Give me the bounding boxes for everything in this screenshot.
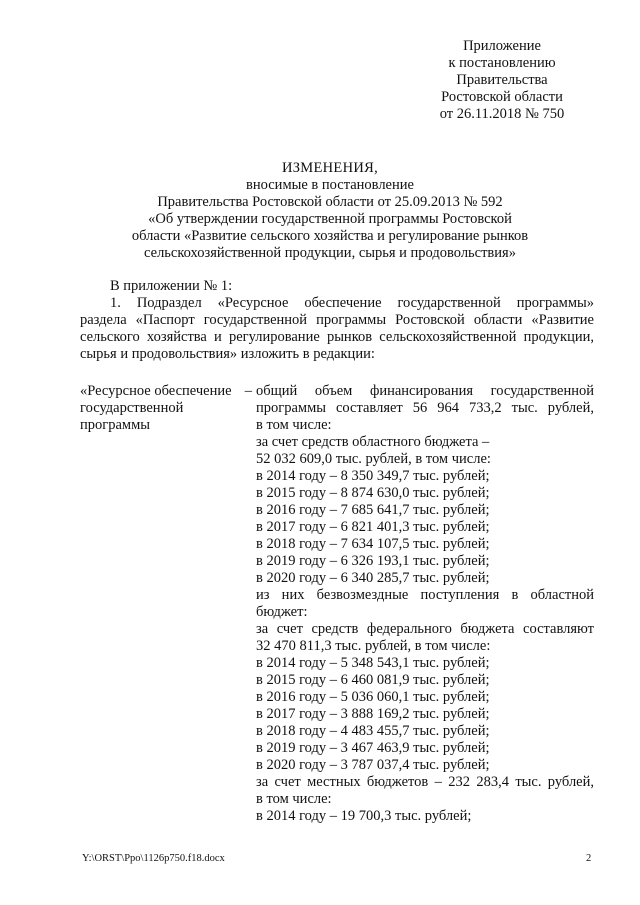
- funding-line: за счет средств областного бюджета –: [256, 434, 490, 450]
- appendix-line: Ростовской области: [441, 89, 563, 105]
- left-cell-text: «Ресурсное обеспечение: [80, 383, 232, 399]
- funding-line: в 2015 году – 6 460 081,9 тыс. рублей;: [256, 672, 490, 688]
- document-title: [100, 160, 560, 262]
- footer-file-path: Y:\ORST\Ppo\1126p750.f18.docx: [82, 853, 225, 864]
- left-cell-line: государственной: [80, 400, 184, 416]
- title-main: ИЗМЕНЕНИЯ,: [281, 160, 379, 176]
- funding-line: программы составляет 56 964 733,2 тыс. рублей,: [256, 400, 594, 416]
- left-cell-line: программы: [80, 417, 150, 433]
- footer-page-number: 2: [586, 853, 592, 864]
- title-line: области «Развитие сельского хозяйства и регулирование рынков: [131, 228, 529, 244]
- funding-line: в 2016 году – 7 685 641,7 тыс. рублей;: [256, 502, 490, 518]
- appendix-line: к постановлению: [448, 55, 556, 71]
- funding-line: в том числе:: [256, 417, 332, 433]
- funding-line: 32 470 811,3 тыс. рублей, в том числе:: [256, 638, 491, 654]
- paragraph-line: сырья и продовольствия» изложить в редакции:: [80, 346, 375, 362]
- funding-line: бюджет:: [256, 604, 308, 620]
- paragraph-line: раздела «Паспорт государственной программы Ростовской области «Развитие: [80, 312, 594, 328]
- funding-line: в 2014 году – 19 700,3 тыс. рублей;: [256, 808, 472, 824]
- funding-line: в 2018 году – 4 483 455,7 тыс. рублей;: [256, 723, 490, 739]
- funding-line: в 2019 году – 6 326 193,1 тыс. рублей;: [256, 553, 490, 569]
- paragraph-line: сельского хозяйства и регулирование рынков сельскохозяйственной продукции,: [80, 329, 594, 345]
- funding-line: в 2020 году – 3 787 037,4 тыс. рублей;: [256, 757, 490, 773]
- funding-line: в 2017 году – 3 888 169,2 тыс. рублей;: [256, 706, 490, 722]
- funding-line: в 2014 году – 5 348 543,1 тыс. рублей;: [256, 655, 490, 671]
- title-line: вносимые в постановление: [246, 177, 414, 193]
- funding-line: в 2014 году – 8 350 349,7 тыс. рублей;: [256, 468, 490, 484]
- funding-line: за счет средств федерального бюджета составляют: [256, 621, 594, 637]
- funding-line: в 2015 году – 8 874 630,0 тыс. рублей;: [256, 485, 490, 501]
- left-cell-line: [80, 383, 252, 400]
- table-right-column: [256, 383, 594, 825]
- appendix-line: Правительства: [456, 72, 548, 88]
- funding-line: за счет местных бюджетов – 232 283,4 тыс. рублей,: [256, 774, 594, 790]
- title-line: сельскохозяйственной продукции, сырья и продовольствия»: [144, 245, 516, 261]
- funding-line: в том числе:: [256, 791, 332, 807]
- funding-line: в 2016 году – 5 036 060,1 тыс. рублей;: [256, 689, 490, 705]
- appendix-line: от 26.11.2018 № 750: [439, 106, 565, 122]
- table-left-column: [80, 383, 252, 434]
- left-cell-dash: –: [244, 383, 252, 399]
- funding-line: 52 032 609,0 тыс. рублей, в том числе:: [256, 451, 491, 467]
- paragraph-line: 1. Подраздел «Ресурсное обеспечение государственной программы»: [110, 295, 594, 311]
- title-line: Правительства Ростовской области от 25.09.2013 № 592: [157, 194, 503, 210]
- appendix-header: [428, 38, 576, 123]
- appendix-reference: В приложении № 1:: [110, 278, 233, 294]
- funding-line: в 2020 году – 6 340 285,7 тыс. рублей;: [256, 570, 490, 586]
- funding-line: в 2017 году – 6 821 401,3 тыс. рублей;: [256, 519, 490, 535]
- funding-line: из них безвозмездные поступления в областной: [256, 587, 594, 603]
- funding-line: общий объем финансирования государственной: [256, 383, 594, 399]
- appendix-line: Приложение: [463, 38, 541, 54]
- body-text: [80, 278, 594, 363]
- title-line: «Об утверждении государственной программы Ростовской: [148, 211, 512, 227]
- funding-line: в 2018 году – 7 634 107,5 тыс. рублей;: [256, 536, 490, 552]
- funding-line: в 2019 году – 3 467 463,9 тыс. рублей;: [256, 740, 490, 756]
